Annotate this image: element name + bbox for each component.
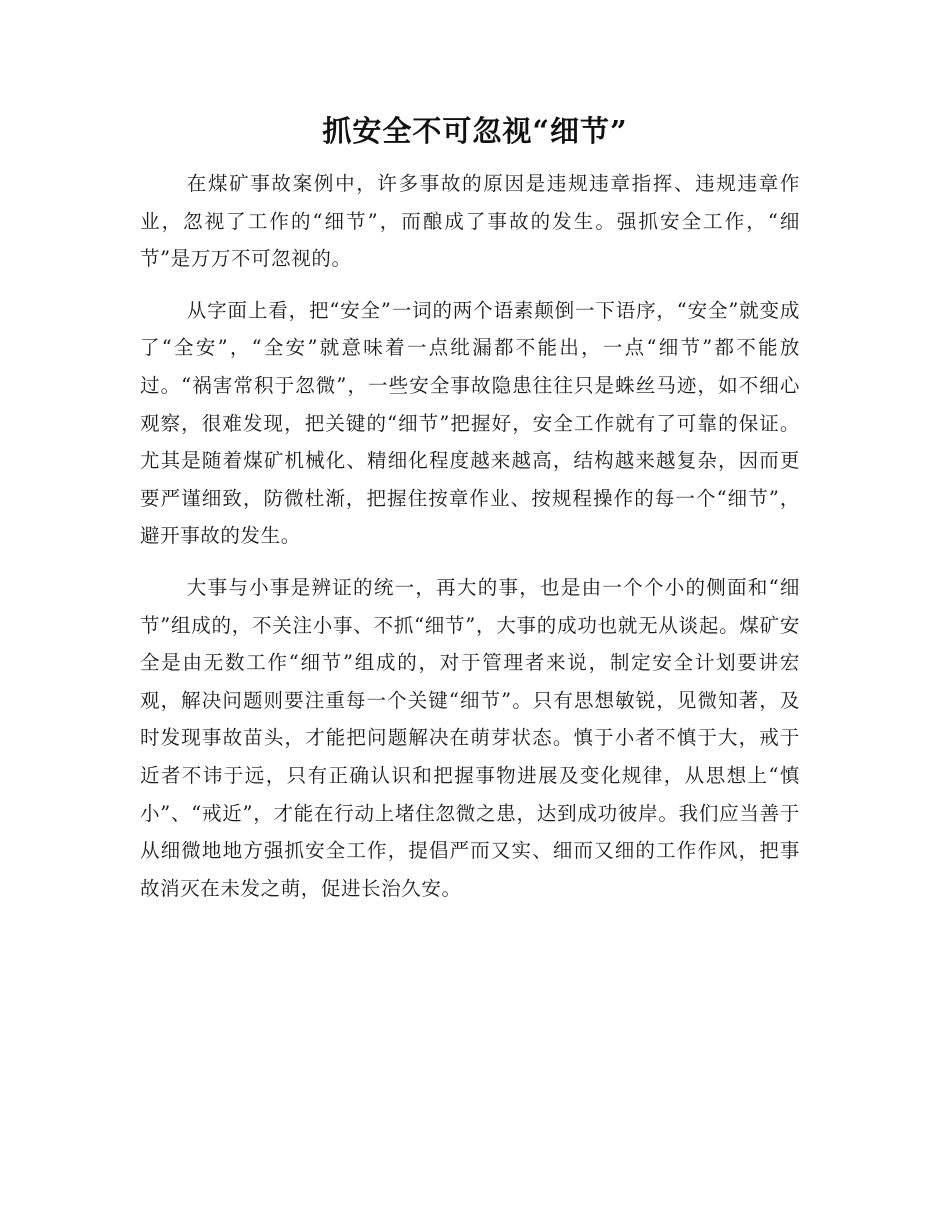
document-title: 抓安全不可忽视“细节”	[322, 114, 628, 148]
paragraph-2: 从字面上看，把“安全”一词的两个语素颠倒一下语序，“安全”就变成了“全安”，“全安”就意味着一点纰漏都不能出，一点“细节”都不能放过。“祸害常积于忽微”，一些安全事故隐患往往只是蛛丝马迹，如不细心观察，很难发现，把关键的“细节”把握好，安全工作就有了可靠的保证。尤其是随着煤矿机械化、精细化程度越来越高，结构越来越复杂，因而更要严谨细致，防微杜渐，把握住按章作业、按规程操作的每一个“细节”，避开事故的发生。	[140, 298, 800, 548]
paragraph-3: 大事与小事是辨证的统一，再大的事，也是由一个个小的侧面和“细节”组成的，不关注小事、不抓“细节”，大事的成功也就无从谈起。煤矿安全是由无数工作“细节”组成的，对于管理者来说，制定安全计划要讲宏观，解决问题则要注重每一个关键“细节”。只有思想敏锐，见微知著，及时发现事故苗头，才能把问题解决在萌芽状态。慎于小者不慎于大，戒于近者不讳于远，只有正确认识和把握事物进展及变化规律，从思想上“慎小”、“戒近”，才能在行动上堵住忽微之患，达到成功彼岸。我们应当善于从细微地地方强抓安全工作，提倡严而又实、细而又细的工作作风，把事故消灭在未发之萌，促进长治久安。	[140, 575, 800, 900]
document-body	[140, 165, 800, 907]
paragraph-1: 在煤矿事故案例中，许多事故的原因是违规违章指挥、违规违章作业，忽视了工作的“细节”，而酿成了事故的发生。强抓安全工作，“细节”是万万不可忽视的。	[140, 172, 800, 271]
